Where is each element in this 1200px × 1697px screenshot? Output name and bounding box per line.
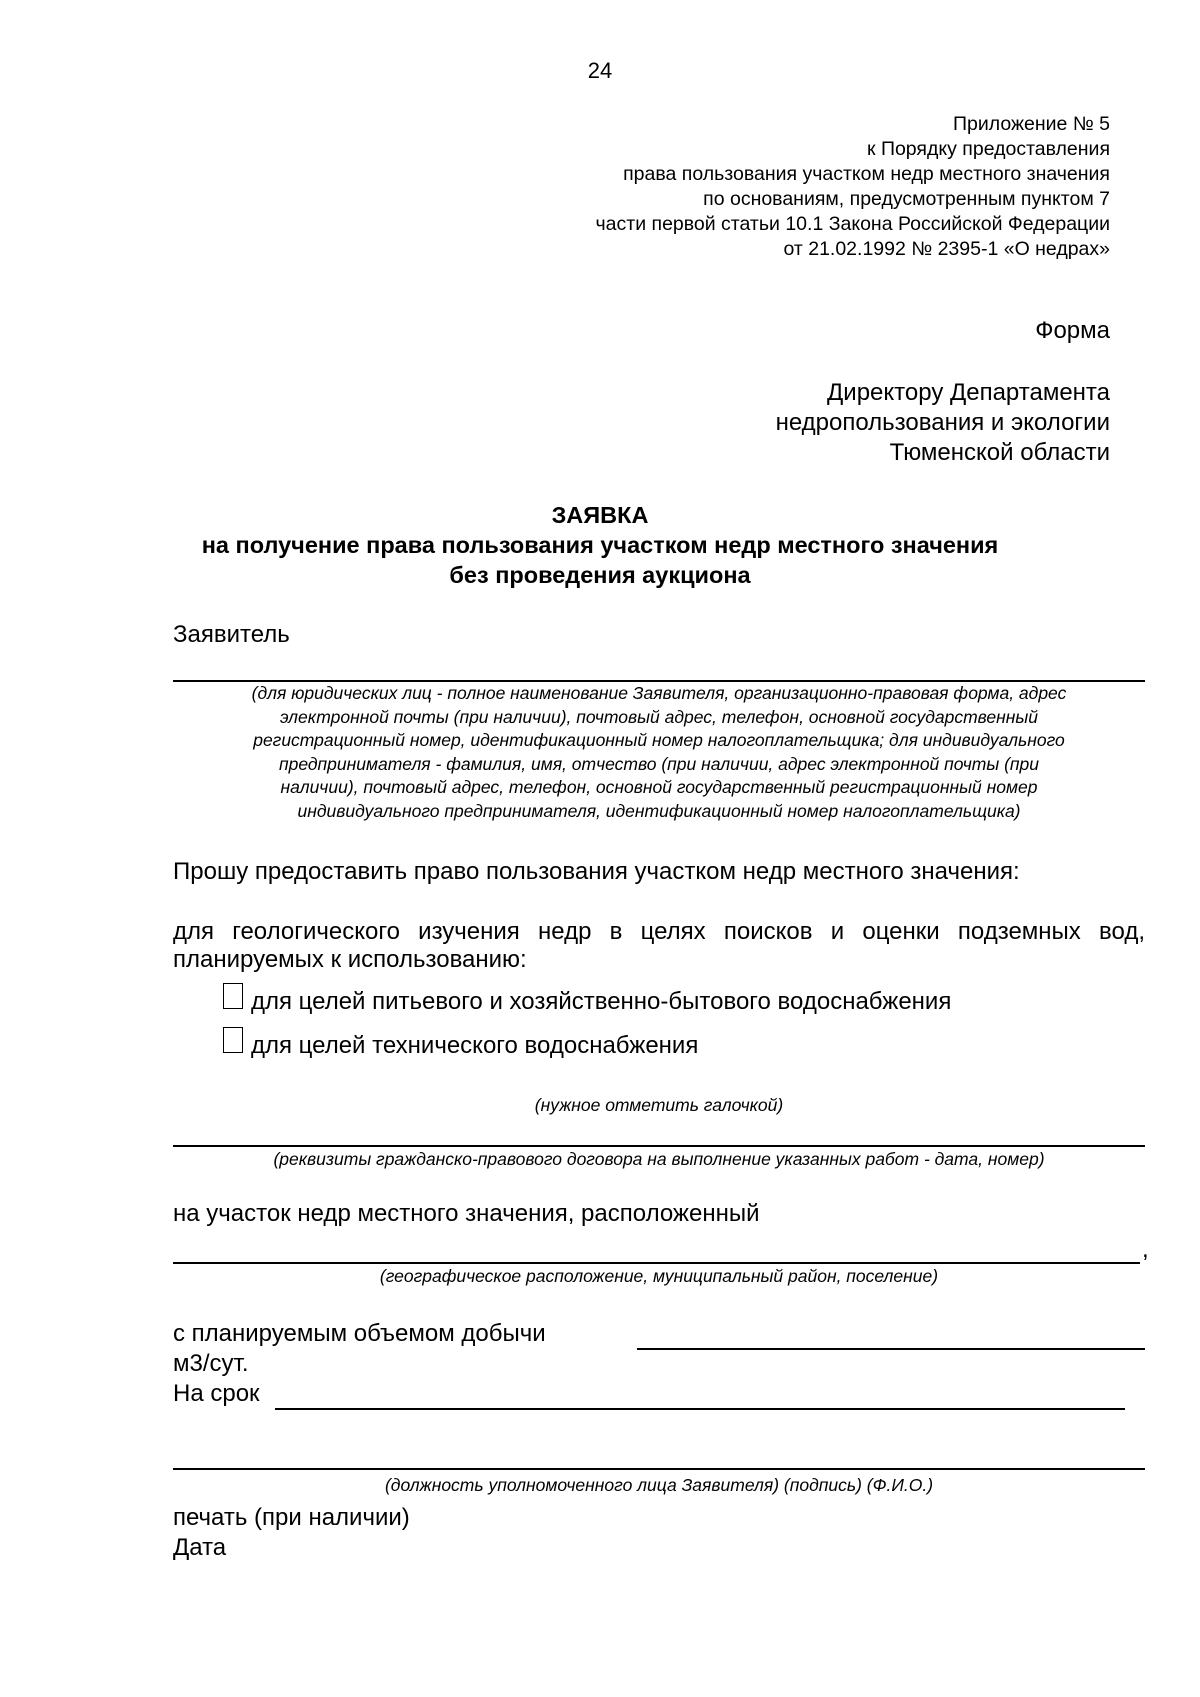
addressee-line: Директору Департамента xyxy=(827,379,1110,406)
option-label: для целей питьевого и хозяйственно-бытового водоснабжения xyxy=(251,988,952,1015)
page-number: 24 xyxy=(587,58,613,83)
option-label: для целей технического водоснабжения xyxy=(251,1032,699,1059)
appendix-header xyxy=(596,112,1110,262)
document-title xyxy=(0,500,1200,590)
signature-field-line[interactable] xyxy=(173,1468,1145,1470)
hint-line: электронной почты (при наличии), почтовый адрес, телефон, основной государственный xyxy=(279,706,1039,727)
request-text: Прошу предоставить право пользования участком недр местного значения: xyxy=(173,858,1020,885)
appendix-line: к Порядку предоставления xyxy=(867,138,1110,160)
title-line: на получение права пользования участком недр местного значения xyxy=(201,532,999,558)
appendix-line: права пользования участком недр местного значения xyxy=(623,163,1110,185)
addressee-line: Тюменской области xyxy=(889,439,1110,466)
term-label: На срок xyxy=(173,1380,260,1407)
option-drinking-water[interactable] xyxy=(223,987,951,1017)
hint-line: (для юридических лиц - полное наименование Заявителя, организационно-правовая форма, адрес xyxy=(251,683,1067,703)
hint-line: индивидуального предпринимателя, идентификационный номер налогоплательщика) xyxy=(297,800,1021,821)
signature-hint: (должность уполномоченного лица Заявителя) (подпись) (Ф.И.О.) xyxy=(384,1475,934,1495)
purpose-line-1: для геологического изучения недр в целях поисков и оценки подземных вод, xyxy=(173,918,1145,945)
appendix-line: по основаниям, предусмотренным пунктом 7 xyxy=(703,188,1110,210)
volume-field-line[interactable] xyxy=(637,1348,1145,1350)
option-technical-water[interactable] xyxy=(223,1031,698,1061)
appendix-line: части первой статьи 10.1 Закона Российской Федерации xyxy=(595,213,1110,235)
checkbox-icon[interactable] xyxy=(223,983,243,1009)
date-label: Дата xyxy=(173,1534,227,1561)
appendix-line: от 21.02.1992 № 2395-1 «О недрах» xyxy=(783,238,1110,260)
applicant-hint xyxy=(173,682,1145,823)
hint-line: предпринимателя - фамилия, имя, отчество (при наличии, адрес электронной почты (при xyxy=(278,753,1040,774)
form-label: Форма xyxy=(1035,317,1110,344)
purpose-line-2: планируемых к использованию: xyxy=(173,946,527,973)
hint-line: наличии), почтовый адрес, телефон, основной государственный регистрационный номер xyxy=(280,777,1038,797)
volume-label: с планируемым объемом добычи xyxy=(173,1320,546,1347)
addressee-line: недропользования и экологии xyxy=(775,409,1110,436)
term-field-line[interactable] xyxy=(275,1408,1125,1410)
checkbox-icon[interactable] xyxy=(223,1027,243,1053)
seal-text: печать (при наличии) xyxy=(173,1504,410,1531)
contract-hint: (реквизиты гражданско-правового договора на выполнение указанных работ - дата, номер) xyxy=(273,1149,1045,1169)
addressee-block xyxy=(776,378,1110,468)
title-line: ЗАЯВКА xyxy=(551,502,649,528)
appendix-line: Приложение № 5 xyxy=(953,113,1110,135)
volume-unit: м3/сут. xyxy=(173,1350,249,1377)
title-line: без проведения аукциона xyxy=(449,562,751,588)
hint-line: регистрационный номер, идентификационный номер налогоплательщика; для индивидуального xyxy=(253,730,1065,750)
location-hint: (географическое расположение, муниципальный район, поселение) xyxy=(379,1266,939,1286)
location-text: на участок недр местного значения, расположенный xyxy=(173,1200,760,1227)
check-hint: (нужное отметить галочкой) xyxy=(534,1095,784,1115)
location-comma: , xyxy=(1142,1236,1149,1263)
applicant-label: Заявитель xyxy=(173,621,290,648)
